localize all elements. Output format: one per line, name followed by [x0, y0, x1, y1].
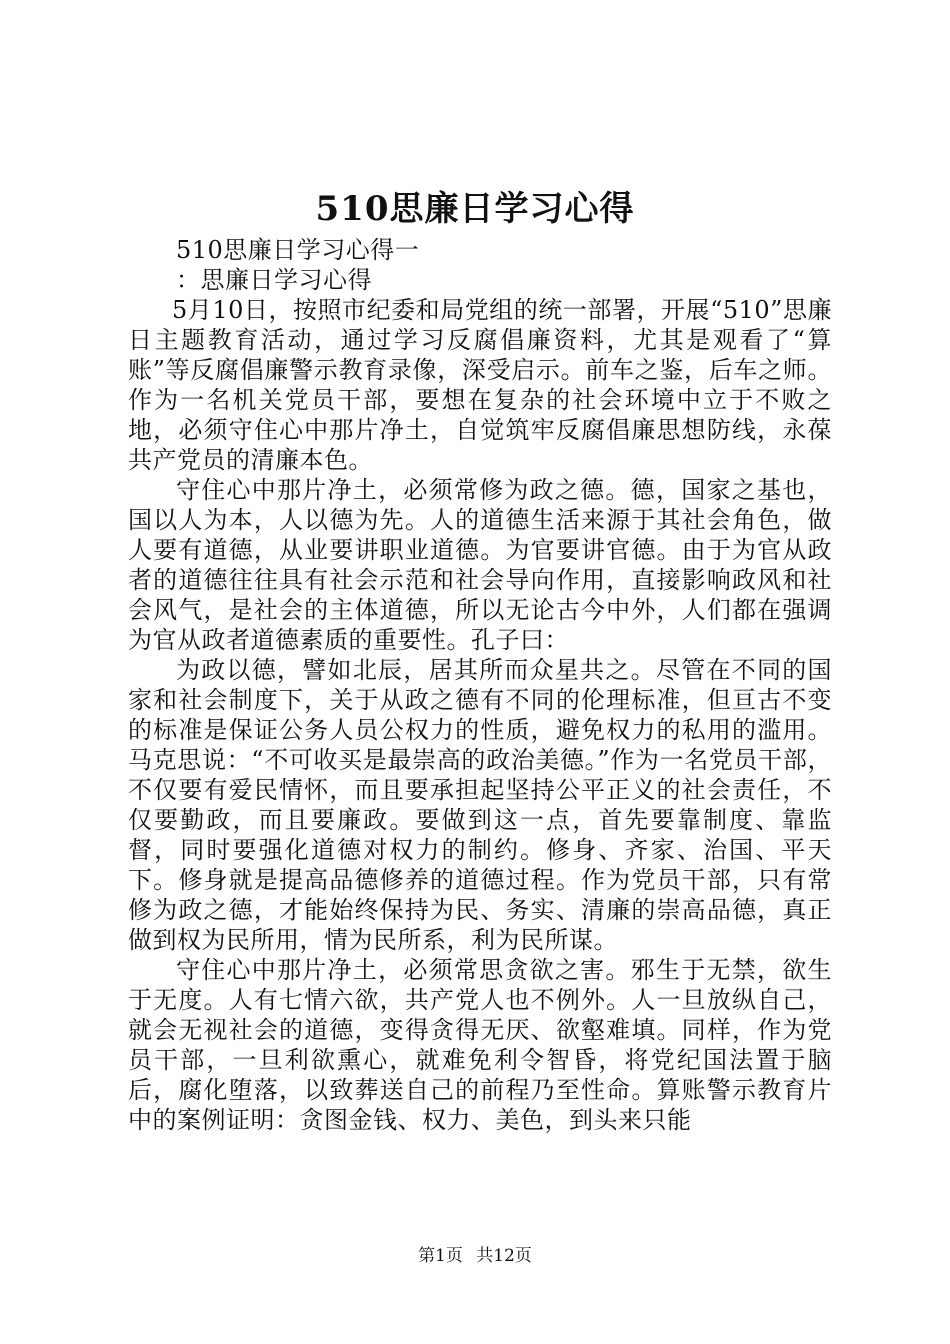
page-number: 第1页: [418, 1246, 463, 1266]
paragraph-ethics: 守住心中那片净土，必须常修为政之德。德，国家之基也，国以人为本，人以德为先。人的道德生活来源于其社会角色，做人要有道德，从业要讲职业道德。为官要讲官德。由于为官从政者的道德往往具有社会示范和社会导向作用，直接影响政风和社会风气，是社会的主体道德，所以无论古今中外，人们都在强调为官从政者道德素质的重要性。孔子曰：: [128, 476, 832, 654]
page-total: 共12页: [476, 1246, 532, 1266]
subheading-line: ：思廉日学习心得: [176, 266, 372, 294]
paragraph-greed: 守住心中那片净土，必须常思贪欲之害。邪生于无禁，欲生于无度。人有七情六欲，共产党人也不例外。人一旦放纵自己，就会无视社会的道德，变得贪得无厌、欲壑难填。同样，作为党员干部，一旦利欲熏心，就难免利令智昏，将党纪国法置于脑后，腐化堕落，以致葬送自己的前程乃至性命。算账警示教育片中的案例证明：贪图金钱、权力、美色，到头来只能: [128, 956, 832, 1134]
paragraph-intro: 5月10日，按照市纪委和局党组的统一部署，开展“510”思廉日主题教育活动，通过学习反腐倡廉资料，尤其是观看了“算账”等反腐倡廉警示教育录像，深受启示。前车之鉴，后车之师。作为一名机关党员干部，要想在复杂的社会环境中立于不败之地，必须守住心中那片净土，自觉筑牢反腐倡廉思想防线，永葆共产党员的清廉本色。: [128, 296, 832, 474]
subtitle-line: 510思廉日学习心得一: [176, 236, 420, 264]
page-footer: [0, 1244, 950, 1268]
paragraph-governance: 为政以德，譬如北辰，居其所而众星共之。尽管在不同的国家和社会制度下，关于从政之德有不同的伦理标准，但亘古不变的标准是保证公务人员公权力的性质，避免权力的私用的滥用。马克思说：“不可收买是最崇高的政治美德。”作为一名党员干部，不仅要有爱民情怀，而且要承担起坚持公平正义的社会责任，不仅要勤政，而且要廉政。要做到这一点，首先要靠制度、靠监督，同时要强化道德对权力的制约。修身、齐家、治国、平天下。修身就是提高品德修养的道德过程。作为党员干部，只有常修为政之德，才能始终保持为民、务实、清廉的崇高品德，真正做到权为民所用，情为民所系，利为民所谋。: [128, 656, 832, 954]
document-body: [128, 235, 832, 1135]
document-title: 510思廉日学习心得: [315, 189, 635, 229]
